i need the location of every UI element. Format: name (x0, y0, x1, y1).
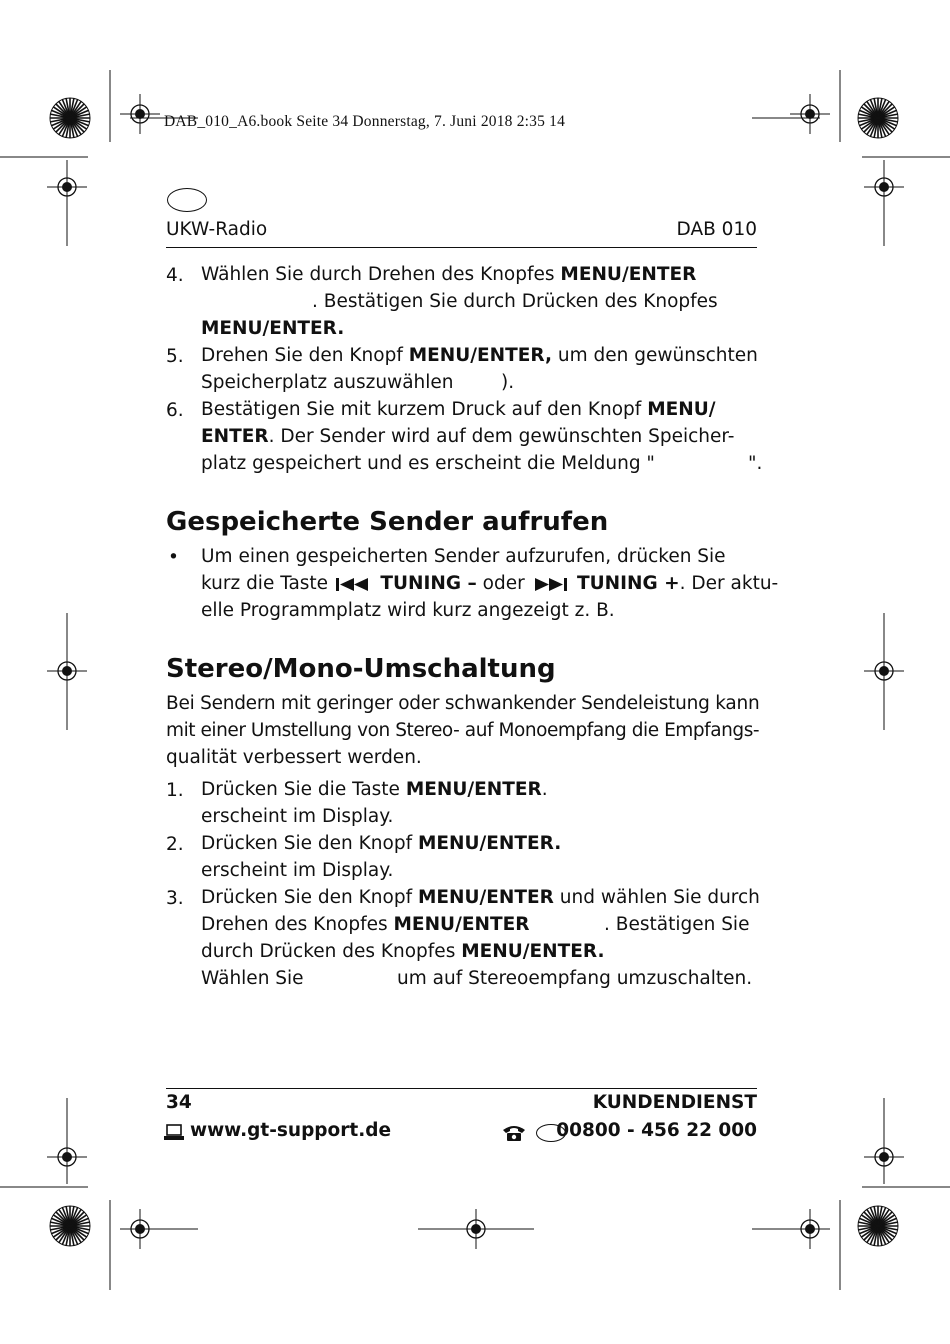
step-number: 1. (166, 780, 184, 801)
service-label: KUNDENDIENST (592, 1092, 757, 1113)
step-text: ". (748, 453, 763, 474)
language-badge-oval (167, 188, 207, 212)
bullet-text: elle Programmplatz wird kurz angezeigt z. B. (201, 600, 615, 621)
step-text: ). (501, 372, 515, 393)
bullet: • (168, 547, 179, 568)
skip-back-icon (334, 576, 374, 592)
step-text: durch Drücken des Knopfes MENU/ENTER. (201, 941, 605, 962)
step-text: MENU/ENTER. (201, 318, 345, 339)
footer-rule (166, 1088, 757, 1089)
computer-icon (164, 1124, 184, 1142)
paragraph: Bei Sendern mit geringer oder schwankender Sendeleistung kann (166, 693, 760, 714)
step-text: erscheint im Display. (201, 860, 394, 881)
support-website-link[interactable]: www.gt-support.de (190, 1120, 392, 1141)
step-text: Drücken Sie die Taste MENU/ENTER. (201, 779, 548, 800)
bullet-text: Um einen gespeicherten Sender aufzurufen, drücken Sie (201, 546, 726, 567)
header-model: DAB 010 (676, 219, 757, 240)
book-file-info: DAB_010_A6.book Seite 34 Donnerstag, 7. Juni 2018 2:35 14 (164, 113, 566, 130)
bullet-text: kurz die Taste TUNING – oder TUNING +. Der aktu- (201, 573, 779, 594)
support-phone-number[interactable]: 00800 - 456 22 000 (556, 1120, 757, 1141)
step-number: 6. (166, 400, 184, 421)
step-text: ENTER. Der Sender wird auf dem gewünschten Speicher- (201, 426, 735, 447)
page-number: 34 (166, 1092, 192, 1113)
step-text: um auf Stereoempfang umzuschalten. (397, 968, 753, 989)
step-text: Drücken Sie den Knopf MENU/ENTER. (201, 833, 562, 854)
header-section-title: UKW-Radio (166, 219, 268, 240)
page-header (166, 219, 757, 248)
step-number: 3. (166, 888, 184, 909)
step-text: Speicherplatz auszuwählen (201, 372, 454, 393)
step-text: erscheint im Display. (201, 806, 394, 827)
step-text: . Bestätigen Sie durch Drücken des Knopfes (312, 291, 718, 312)
skip-forward-icon (531, 576, 571, 592)
section-heading: Stereo/Mono-Umschaltung (166, 654, 556, 684)
step-text: Drücken Sie den Knopf MENU/ENTER und wählen Sie durch (201, 887, 760, 908)
step-number: 2. (166, 834, 184, 855)
phone-icon (501, 1124, 527, 1142)
paragraph: qualität verbessert werden. (166, 747, 422, 768)
step-text: Drehen Sie den Knopf MENU/ENTER, um den gewünschten (201, 345, 758, 366)
step-text: Wählen Sie durch Drehen des Knopfes MENU/ENTER (201, 264, 697, 285)
step-text: Bestätigen Sie mit kurzem Druck auf den Knopf MENU/ (201, 399, 716, 420)
step-number: 4. (166, 265, 184, 286)
paragraph: mit einer Umstellung von Stereo- auf Monoempfang die Empfangs- (166, 720, 760, 741)
step-text: . Bestätigen Sie (604, 914, 750, 935)
step-text: Drehen des Knopfes MENU/ENTER (201, 914, 530, 935)
step-number: 5. (166, 346, 184, 367)
section-heading: Gespeicherte Sender aufrufen (166, 507, 609, 537)
step-text: Wählen Sie (201, 968, 304, 989)
step-text: platz gespeichert und es erscheint die Meldung " (201, 453, 655, 474)
